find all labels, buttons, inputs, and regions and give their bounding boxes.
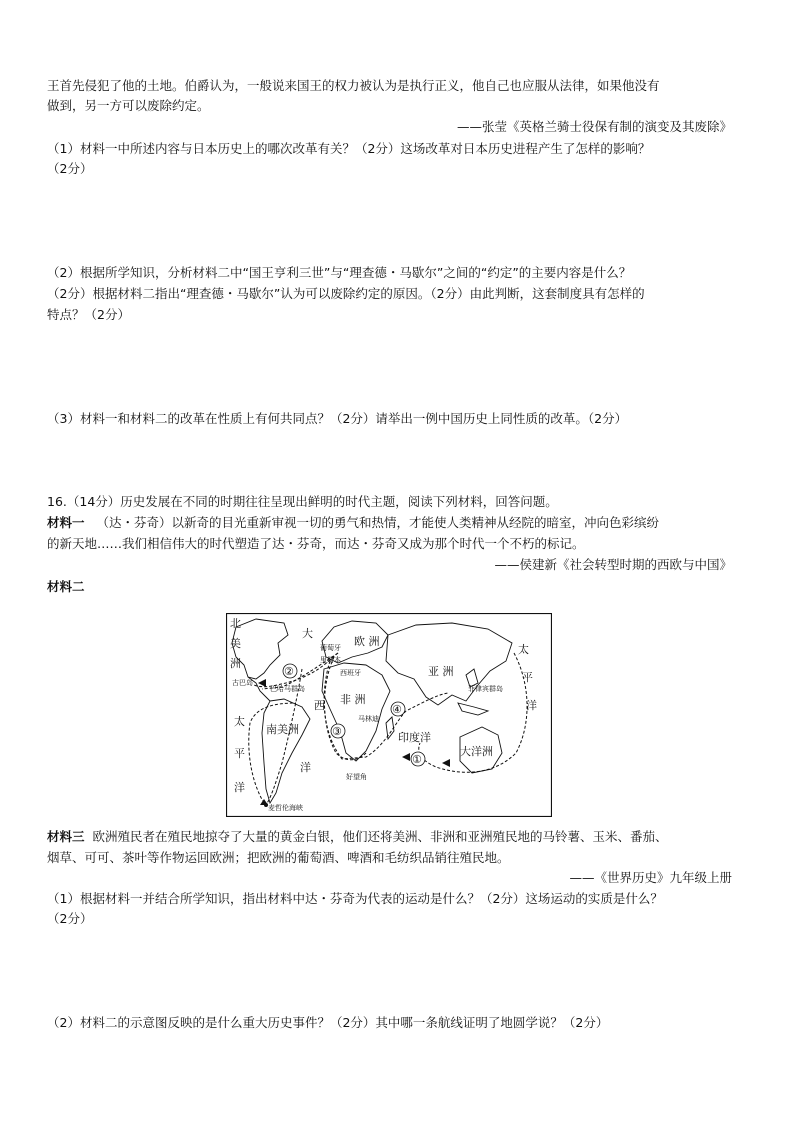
- voyages-map: [226, 613, 552, 817]
- material3-label: 材料三: [47, 829, 85, 844]
- map-label-atlantic-1: 大: [302, 627, 313, 640]
- s16-material3-line1: [47, 828, 667, 846]
- s16-material1-source: ——侯建新《社会转型时期的西欧与中国》: [494, 557, 732, 572]
- s15-question-2-line2: （2分）根据材料二指出“理查德・马歇尔”认为可以废除约定的原因。（2分）由此判断，这套制度具有怎样的: [47, 286, 645, 301]
- route-number-4: [391, 702, 405, 716]
- map-label-pacific-right-2: 平: [522, 671, 533, 684]
- material1-label: 材料一: [47, 515, 85, 530]
- map-label-asia: 亚 洲: [428, 665, 454, 678]
- svg-text:③: ③: [332, 725, 342, 738]
- route-number-3: [331, 724, 345, 738]
- map-label-north-america-3: 洲: [230, 657, 241, 670]
- route-number-2: [283, 664, 297, 678]
- map-label-oceania: 大洋洲: [460, 745, 493, 758]
- material2-label: 材料二: [47, 579, 85, 594]
- s16-material1-line2: 的新天地……我们相信伟大的时代塑造了达・芬奇，而达・芬奇又成为那个时代一个不朽的标记。: [47, 536, 585, 551]
- map-label-bahamas: 巴哈马群岛: [270, 685, 305, 693]
- svg-text:①: ①: [412, 753, 422, 766]
- map-label-pacific-left-2: 平: [234, 747, 245, 760]
- s16-question-1-line2: （2分）: [47, 911, 93, 926]
- map-label-pacific-left-1: 太: [234, 715, 245, 728]
- map-label-south-america: 南美洲: [266, 723, 299, 736]
- s15-question-1-line2: （2分）: [47, 161, 93, 176]
- map-label-north-america-1: 北: [230, 617, 241, 630]
- map-label-spain: 西班牙: [340, 669, 361, 677]
- material1-text: （达・芬奇）以新奇的目光重新审视一切的勇气和热情，才能使人类精神从经院的暗室，冲向色彩缤纷: [96, 515, 659, 530]
- s15-question-1-line1: （1）材料一中所述内容与日本历史上的哪次改革有关？（2分）这场改革对日本历史进程产生了怎样的影响？: [47, 141, 651, 156]
- map-label-magellan: 麦哲伦海峡: [268, 804, 303, 812]
- s16-material3-source: ——《世界历史》九年级上册: [569, 870, 732, 885]
- svg-text:②: ②: [284, 665, 294, 678]
- route-number-1: [411, 752, 425, 766]
- s15-continuation-line1: 王首先侵犯了他的土地。伯爵认为，一般说来国王的权力被认为是执行正义，他自己也应服从法律，如果他没有: [47, 78, 660, 93]
- s16-question-1-line1: （1）根据材料一并结合所学知识，指出材料中达・芬奇为代表的运动是什么？（2分）这场运动的实质是什么？: [47, 891, 663, 906]
- map-label-africa: 非 洲: [340, 693, 366, 706]
- s16-material3-line2: 烟草、可可、茶叶等作物运回欧洲；把欧洲的葡萄酒、啤酒和毛纺织品销往殖民地。: [47, 850, 510, 865]
- map-label-atlantic-2: 西: [314, 699, 325, 712]
- s15-question-2-line3: 特点？（2分）: [47, 307, 130, 322]
- map-label-cape: 好望角: [346, 773, 367, 781]
- s15-question-3: （3）材料一和材料二的改革在性质上有何共同点？（2分）请举出一例中国历史上同性质的改革。（2分）: [47, 411, 628, 426]
- map-label-europe: 欧 洲: [354, 635, 380, 648]
- material3-text: 欧洲殖民者在殖民地掠夺了大量的黄金白银，他们还将美洲、非洲和亚洲殖民地的马铃薯、玉米、番茄、: [92, 829, 668, 844]
- map-label-malindi: 马林迪: [358, 715, 379, 723]
- s16-material1-line1: [47, 514, 659, 532]
- map-label-philippines: 菲律宾群岛: [468, 685, 503, 693]
- map-label-cuba: 古巴岛: [232, 679, 253, 687]
- map-label-north-america-2: 美: [230, 637, 241, 650]
- map-label-atlantic-3: 洋: [300, 761, 311, 774]
- s16-question-2: （2）材料二的示意图反映的是什么重大历史事件？（2分）其中哪一条航线证明了地圆学说？（2分）: [47, 1015, 609, 1030]
- s15-continuation-line2: 做到，另一方可以废除约定。: [47, 98, 210, 113]
- map-label-lisbon: 里斯本: [320, 656, 341, 664]
- map-label-indian-ocean: 印度洋: [398, 731, 431, 744]
- s15-question-2-line1: （2）根据所学知识，分析材料二中“国王亨利三世”与“理查德・马歇尔”之间的“约定”的主要内容是什么？: [47, 265, 632, 280]
- map-label-pacific-right-1: 太: [518, 643, 529, 656]
- map-label-portugal: 葡萄牙: [320, 644, 341, 652]
- map-frame: [227, 614, 552, 817]
- s16-intro: 16.（14分）历史发展在不同的时期往往呈现出鲜明的时代主题，阅读下列材料，回答问题。: [47, 494, 558, 509]
- map-label-pacific-left-3: 洋: [234, 781, 245, 794]
- s15-source: ——张莹《英格兰骑士役保有制的演变及其废除》: [456, 119, 732, 134]
- svg-text:④: ④: [392, 703, 402, 716]
- map-label-pacific-right-3: 洋: [526, 699, 537, 712]
